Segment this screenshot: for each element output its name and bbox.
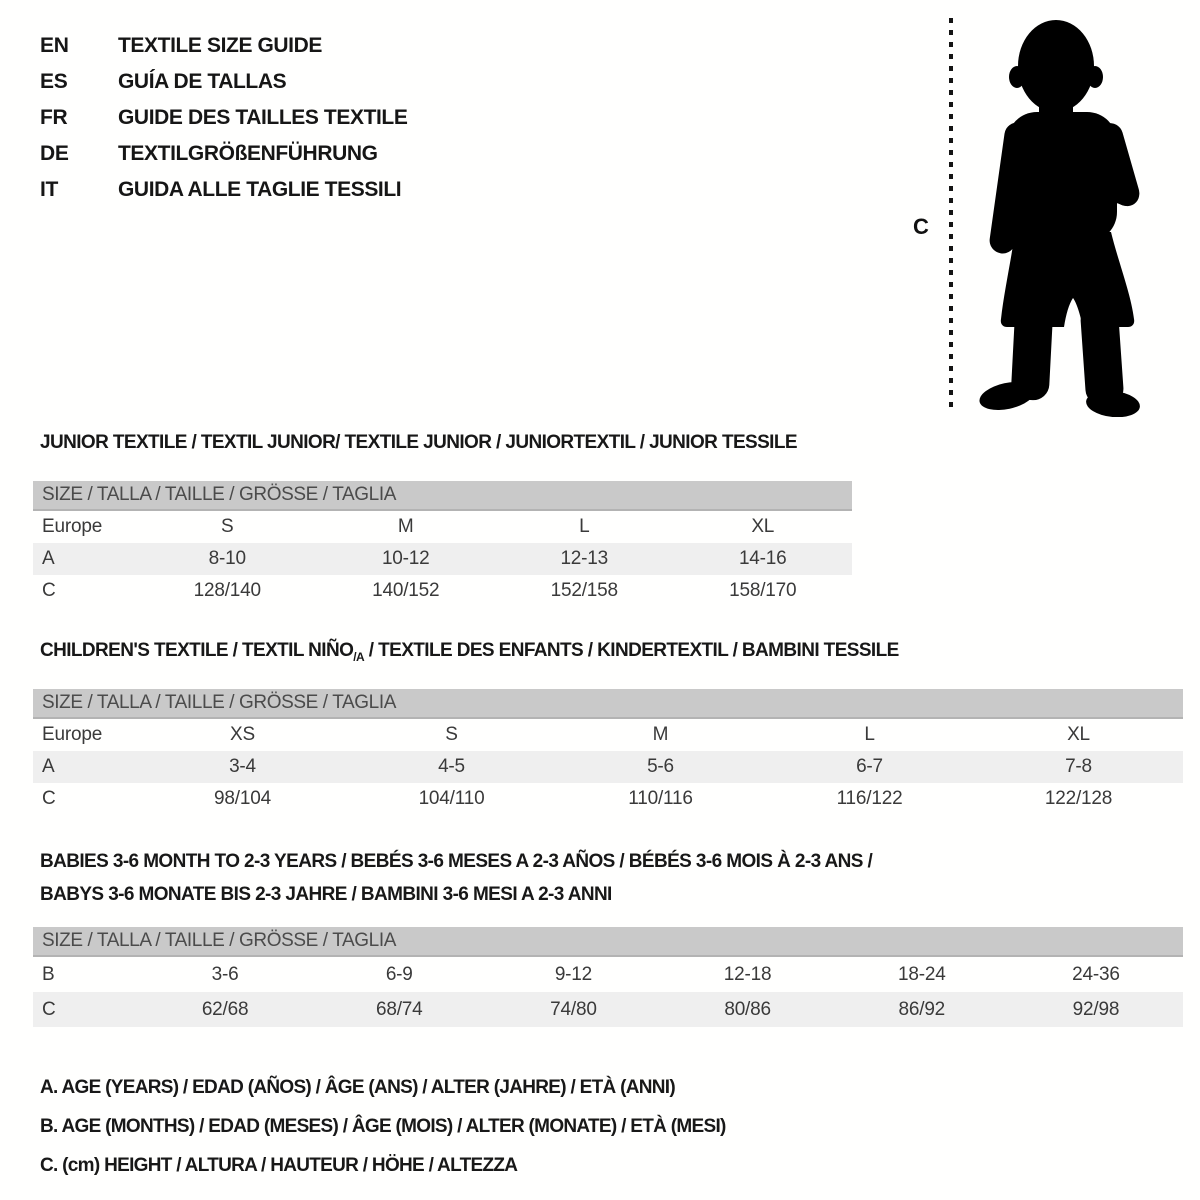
cell: M	[397, 516, 414, 537]
cell: 10-12	[381, 548, 430, 569]
table-row-height	[33, 575, 852, 607]
lang-row-fr	[40, 100, 407, 136]
size-header-text: SIZE / TALLA / TAILLE / GRÖSSE / TAGLIA	[42, 930, 396, 951]
cell: 62/68	[201, 998, 249, 1020]
cell: 8-10	[208, 548, 246, 569]
cell: 7-8	[1065, 756, 1092, 777]
cell: 12-18	[723, 963, 772, 985]
children-title-subscript: /A	[353, 649, 365, 664]
cell: 104/110	[418, 788, 485, 809]
babies-title-line2: BABYS 3-6 MONATE BIS 2-3 JAHRE / BAMBINI 3-6 MESI A 2-3 ANNI	[40, 884, 612, 905]
cell: S	[221, 516, 234, 537]
cell: 86/92	[898, 998, 946, 1020]
cell: L	[579, 516, 590, 537]
lang-code: IT	[40, 178, 59, 201]
cell: 152/158	[550, 580, 618, 601]
row-label: Europe	[42, 516, 103, 537]
lang-title: GUÍA DE TALLAS	[118, 70, 287, 93]
toddler-body	[977, 20, 1143, 417]
footnote-a: A. AGE (YEARS) / EDAD (AÑOS) / ÂGE (ANS) / ALTER (JAHRE) / ETÀ (ANNI)	[40, 1076, 675, 1098]
cell: 98/104	[214, 788, 271, 809]
cell: 68/74	[375, 998, 423, 1020]
cell: 9-12	[554, 963, 593, 985]
size-header-text: SIZE / TALLA / TAILLE / GRÖSSE / TAGLIA	[42, 692, 396, 713]
lang-row-en	[40, 28, 407, 64]
language-title-list	[40, 28, 407, 208]
cell: XS	[230, 724, 255, 745]
cell: 5-6	[647, 756, 674, 777]
row-label: Europe	[42, 724, 103, 745]
lang-code: ES	[40, 70, 68, 93]
cell: 24-36	[1072, 963, 1120, 985]
table-row-height	[33, 783, 1183, 815]
children-size-table	[33, 689, 1183, 815]
table-row-age-months	[33, 957, 1183, 992]
babies-section-title	[40, 845, 872, 911]
lang-title: TEXTILGRÖßENFÜHRUNG	[118, 142, 378, 165]
cell: 14-16	[738, 548, 787, 569]
lang-row-it	[40, 172, 407, 208]
row-label: A	[42, 756, 55, 777]
cell: 122/128	[1044, 788, 1113, 809]
cell: 116/122	[836, 788, 903, 809]
size-header-bar	[33, 927, 1183, 957]
cell: M	[652, 724, 669, 745]
cell: 6-9	[385, 963, 413, 985]
lang-title: GUIDA ALLE TAGLIE TESSILI	[118, 178, 402, 201]
row-label: C	[42, 788, 56, 809]
lang-code: DE	[40, 142, 69, 165]
cell: XL	[1067, 724, 1090, 745]
cell: 80/86	[724, 998, 771, 1020]
table-row-age-years	[33, 751, 1183, 783]
junior-size-table	[33, 481, 852, 607]
cell: XL	[751, 516, 775, 537]
lang-code: FR	[40, 106, 68, 129]
children-title-main: CHILDREN'S TEXTILE / TEXTIL NIÑO	[40, 640, 354, 661]
cell: 3-6	[211, 963, 239, 985]
junior-section-title: JUNIOR TEXTILE / TEXTIL JUNIOR/ TEXTILE JUNIOR / JUNIORTEXTIL / JUNIOR TESSILE	[40, 432, 797, 453]
row-label: B	[42, 963, 55, 985]
size-header-bar	[33, 689, 1183, 719]
lang-title: TEXTILE SIZE GUIDE	[118, 34, 322, 57]
lang-title: GUIDE DES TAILLES TEXTILE	[118, 106, 408, 129]
babies-title-line1: BABIES 3-6 MONTH TO 2-3 YEARS / BEBÉS 3-6 MESES A 2-3 AÑOS / BÉBÉS 3-6 MOIS À 2-3 ANS /	[40, 851, 873, 872]
row-label: A	[42, 548, 55, 569]
measure-label-c: C	[913, 214, 929, 239]
legend-footnotes	[40, 1068, 726, 1185]
lang-code: EN	[40, 34, 69, 57]
cell: L	[864, 724, 875, 745]
cell: 74/80	[550, 998, 597, 1020]
footnote-b: B. AGE (MONTHS) / EDAD (MESES) / ÂGE (MOIS) / ALTER (MONATE) / ETÀ (MESI)	[40, 1115, 726, 1137]
size-header-text: SIZE / TALLA / TAILLE / GRÖSSE / TAGLIA	[42, 484, 396, 505]
cell: 12-13	[560, 548, 609, 569]
toddler-silhouette	[945, 14, 1145, 417]
row-label: C	[42, 580, 56, 601]
cell: 6-7	[856, 756, 883, 777]
cell: 3-4	[229, 756, 256, 777]
lang-row-de	[40, 136, 407, 172]
cell: 4-5	[438, 756, 465, 777]
table-row-europe	[33, 719, 1183, 751]
cell: 18-24	[897, 963, 946, 985]
table-row-height	[33, 992, 1183, 1027]
cell: 158/170	[729, 580, 797, 601]
cell: 110/116	[628, 788, 693, 809]
cell: S	[445, 724, 458, 745]
children-title-rest: / TEXTILE DES ENFANTS / KINDERTEXTIL / BAMBINI TESSILE	[364, 640, 899, 661]
row-label: C	[42, 998, 56, 1020]
table-row-age-years	[33, 543, 852, 575]
cell: 128/140	[193, 580, 261, 601]
table-row-europe	[33, 511, 852, 543]
footnote-c: C. (cm) HEIGHT / ALTURA / HAUTEUR / HÖHE / ALTEZZA	[40, 1154, 518, 1176]
cell: 140/152	[372, 580, 440, 601]
lang-row-es	[40, 64, 407, 100]
children-section-title	[40, 640, 899, 664]
cell: 92/98	[1072, 998, 1120, 1020]
babies-size-table	[33, 927, 1183, 1027]
size-header-bar	[33, 481, 852, 511]
